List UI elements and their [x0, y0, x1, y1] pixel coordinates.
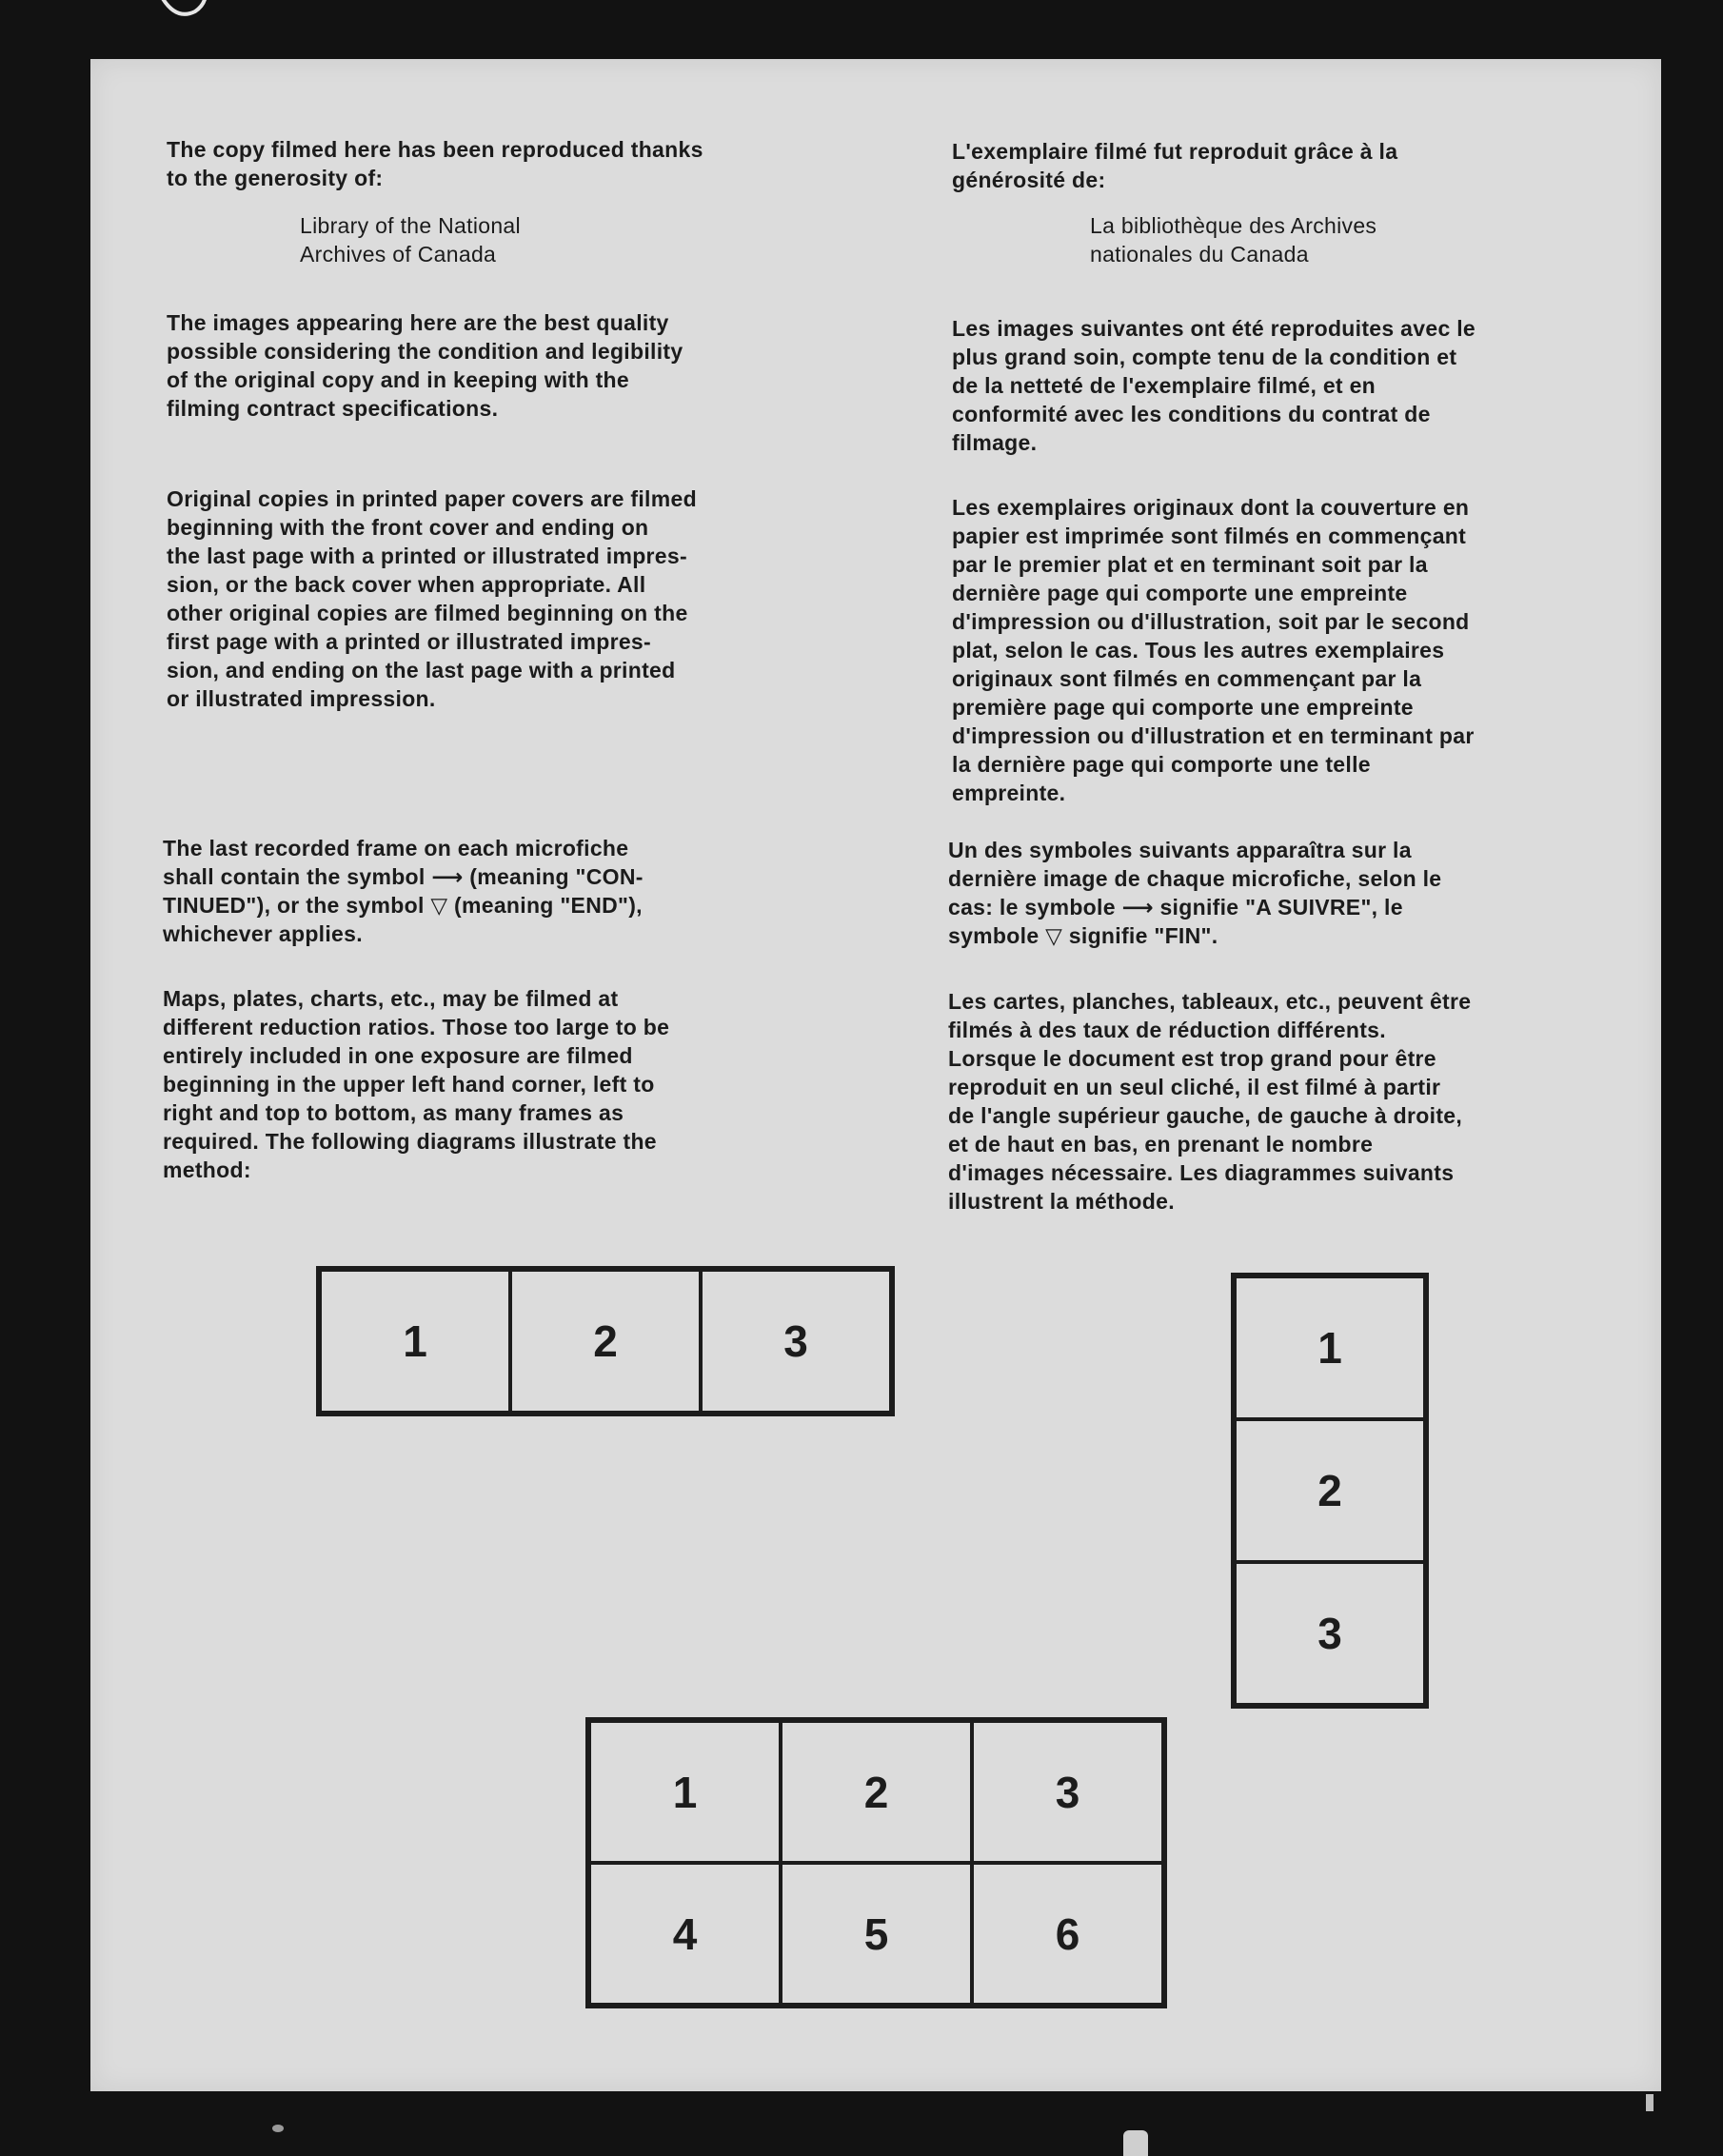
scan-dust — [272, 2125, 284, 2132]
frame-cell: 6 — [972, 1863, 1163, 2005]
frame-cell: 1 — [589, 1721, 781, 1863]
scan-corner-mark — [157, 0, 224, 40]
english-holder: Library of the National Archives of Canada — [300, 213, 521, 267]
french-quality-note: Les images suivantes ont été reproduites avec le plus grand soin, compte tenu de la condition et de la netteté de l'exemplaire filmé, et en conformité avec les conditions du contrat de filmage. — [952, 316, 1476, 455]
scan-dust — [1646, 2094, 1654, 2111]
frame-cell: 2 — [781, 1721, 972, 1863]
english-originals-note: Original copies in printed paper covers are filmed beginning with the front cover and ending on the last page with a printed or illustrated impres- sion, or the back cover when appropriate. All other original copies are filmed beginning on the first page with a printed or illustrated impres- sion, and ending on the last page with a printed or illustrated impression. — [167, 486, 697, 711]
frame-cell: 5 — [781, 1863, 972, 2005]
frame-cell: 4 — [589, 1863, 781, 2005]
diagram-vertical-frames — [1231, 1273, 1429, 1709]
diagram-grid-frames — [585, 1717, 1167, 2008]
english-quality-note: The images appearing here are the best quality possible considering the condition and legibility of the original copy and in keeping with the filming contract specifications. — [167, 310, 683, 421]
scan-bottom-mark — [1123, 2130, 1148, 2156]
english-maps-note: Maps, plates, charts, etc., may be filmed at different reduction ratios. Those too large to be entirely included in one exposure are filmed beginning in the upper left hand corner, left to right and top to bottom, as many frames as required. The following diagrams illustrate the method: — [163, 986, 670, 1182]
frame-cell: 3 — [1235, 1562, 1425, 1705]
frame-cell: 1 — [320, 1270, 510, 1413]
frame-cell: 3 — [701, 1270, 891, 1413]
frame-cell: 3 — [972, 1721, 1163, 1863]
french-credit-intro: L'exemplaire filmé fut reproduit grâce à la générosité de: — [952, 139, 1398, 192]
frame-cell: 2 — [510, 1270, 701, 1413]
frame-cell: 2 — [1235, 1419, 1425, 1562]
frame-cell: 1 — [1235, 1276, 1425, 1419]
french-originals-note: Les exemplaires originaux dont la couverture en papier est imprimée sont filmés en commençant par le premier plat et en terminant soit par la dernière page qui comporte une empreinte d'impression ou d'illustration, soit par le second plat, selon le cas. Tous les autres exemplaires originaux sont filmés en commençant par la première page qui comporte une empreinte d'impression ou d'illustration et en terminant par la dernière page qui comporte une telle empreinte. — [952, 495, 1475, 805]
english-symbols-note: The last recorded frame on each microfiche shall contain the symbol ⟶ (meaning "CON- TINUED"), or the symbol ▽ (meaning "END"), whichever applies. — [163, 836, 644, 946]
diagram-horizontal-frames — [316, 1266, 895, 1416]
french-holder: La bibliothèque des Archives nationales du Canada — [1090, 213, 1377, 267]
microfiche-target-sheet — [90, 59, 1661, 2091]
english-credit-intro: The copy filmed here has been reproduced thanks to the generosity of: — [167, 137, 703, 190]
french-symbols-note: Un des symboles suivants apparaîtra sur la dernière image de chaque microfiche, selon le cas: le symbole ⟶ signifie "A SUIVRE", le symbole ▽ signifie "FIN". — [948, 838, 1442, 948]
french-maps-note: Les cartes, planches, tableaux, etc., peuvent être filmés à des taux de réduction différents. Lorsque le document est trop grand pour être reproduit en un seul cliché, il est filmé à partir de l'angle supérieur gauche, de gauche à droite, et de haut en bas, en prenant le nombre d'images nécessaire. Les diagrammes suivants illustrent la méthode. — [948, 989, 1472, 1214]
